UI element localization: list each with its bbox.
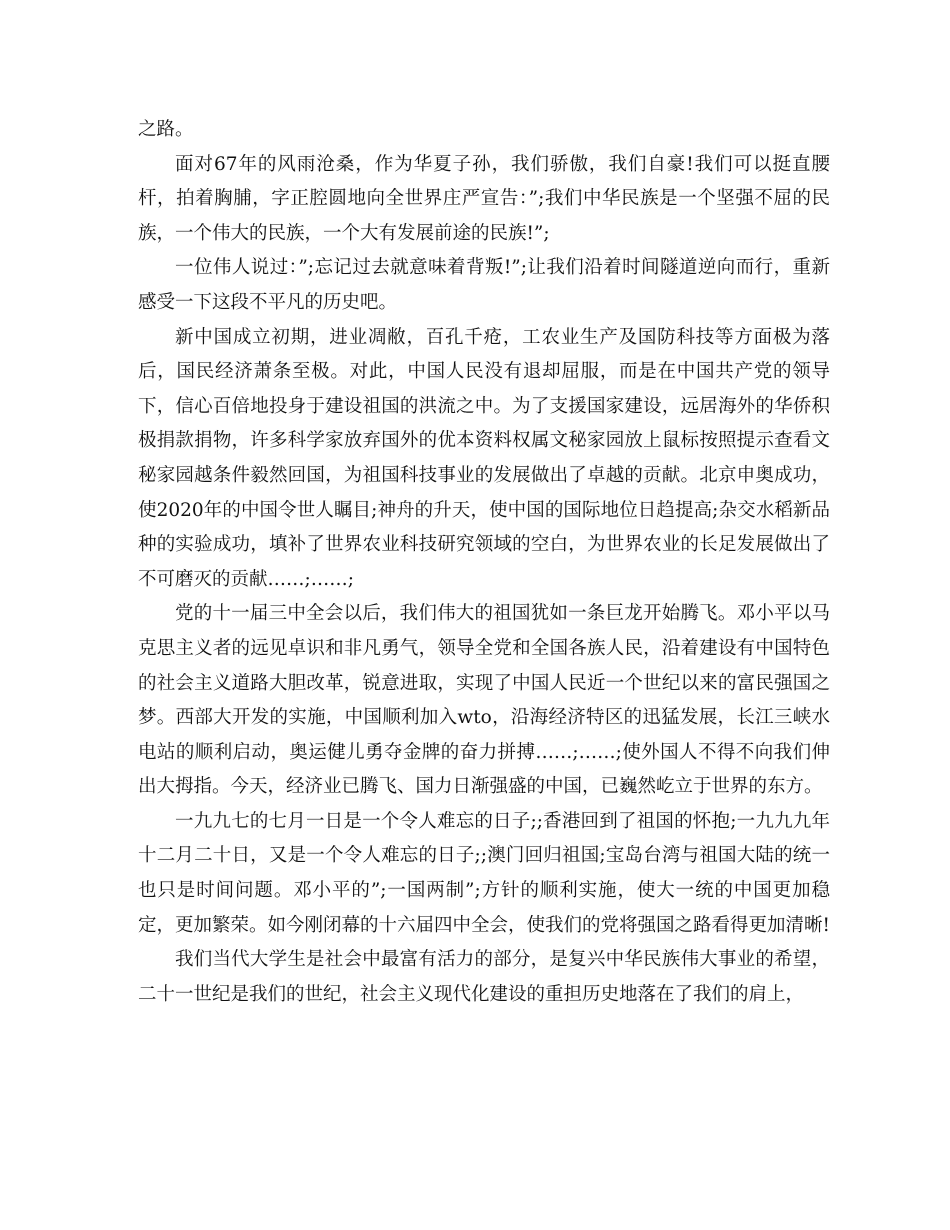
paragraph: 新中国成立初期，进业凋敝，百孔千疮，工农业生产及国防科技等方面极为落后，国民经济萧条至极。对此，中国人民没有退却屈服，而是在中国共产党的领导下，信心百倍地投身于建设祖国的洪流之中。为了支援国家建设，远居海外的华侨积极捐款捐物，许多科学家放弃国外的优本资料权属文秘家园放上鼠标按照提示查看文秘家园越条件毅然回国，为祖国科技事业的发展做出了卓越的贡献。北京申奥成功，使2020年的中国令世人瞩目;神舟的升天，使中国的国际地位日趋提高;杂交水稻新品种的实验成功，填补了世界农业科技研究领域的空白，为世界农业的长足发展做出了不可磨灭的贡献……;……; xyxy=(138,326,830,590)
paragraph: 面对67年的风雨沧桑，作为华夏子孙，我们骄傲，我们自豪!我们可以挺直腰杆，拍着胸脯，字正腔圆地向全世界庄严宣告：”;我们中华民族是一个坚强不屈的民族，一个伟大的民族，一个大有发展前途的民族!”; xyxy=(138,153,830,244)
paragraph: 党的十一届三中全会以后，我们伟大的祖国犹如一条巨龙开始腾飞。邓小平以马克思主义者的远见卓识和非凡勇气，领导全党和全国各族人民，沿着建设有中国特色的社会主义道路大胆改革，锐意进取，实现了中国人民近一个世纪以来的富民强国之梦。西部大开发的实施，中国顺利加入wto，沿海经济特区的迅猛发展，长江三峡水电站的顺利启动，奥运健儿勇夺金牌的奋力拼搏……;……;使外国人不得不向我们伸出大拇指。今天，经济业已腾飞、国力日渐强盛的中国，已巍然屹立于世界的东方。 xyxy=(138,603,830,798)
paragraph: 一位伟人说过：”;忘记过去就意味着背叛!”;让我们沿着时间隧道逆向而行，重新感受一下这段不平凡的历史吧。 xyxy=(138,257,830,313)
paragraph: 一九九七的七月一日是一个令人难忘的日子;;香港回到了祖国的怀抱;一九九九年十二月二十日，又是一个令人难忘的日子;;澳门回归祖国;宝岛台湾与祖国大陆的统一也只是时间问题。邓小平的”;一国两制”;方针的顺利实施，使大一统的中国更加稳定，更加繁荣。如今刚闭幕的十六届四中全会，使我们的党将强国之路看得更加清晰! xyxy=(138,810,830,936)
document-body xyxy=(138,113,830,1012)
paragraph: 我们当代大学生是社会中最富有活力的部分，是复兴中华民族伟大事业的希望，二十一世纪是我们的世纪，社会主义现代化建设的重担历史地落在了我们的肩上， xyxy=(138,949,830,1005)
paragraph-continuation: 之路。 xyxy=(138,119,194,140)
